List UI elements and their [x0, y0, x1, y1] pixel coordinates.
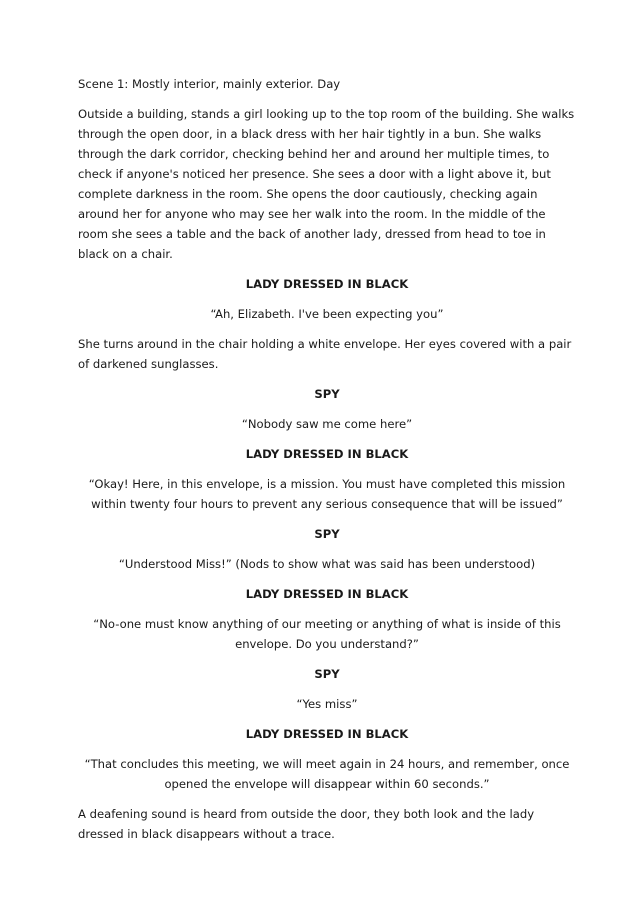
dialogue-line: “That concludes this meeting, we will meet again in 24 hours, and remember, once opened the envelope will disappear within 60 seconds.” [84, 757, 570, 791]
speaker-name: LADY DRESSED IN BLACK [245, 447, 409, 461]
speaker-name: SPY [314, 527, 340, 541]
scene-heading: Scene 1: Mostly interior, mainly exterior. Day [78, 77, 341, 91]
action-paragraph: Outside a building, stands a girl looking up to the top room of the building. She walks through the open door, in a black dress with her hair tightly in a bun. She walks through the dark corridor, checking behind her and around her multiple times, to check if anyone's noticed her presence. She sees a door with a light above it, but complete darkness in the room. She opens the door cautiously, checking again around her for anyone who may see her walk into the room. In the middle of the room she sees a table and the back of another lady, dressed from head to toe in black on a chair. [78, 107, 575, 261]
dialogue-line: “No-one must know anything of our meeting or anything of what is inside of this envelope. Do you understand?” [93, 617, 561, 651]
dialogue-line: “Yes miss” [296, 697, 358, 711]
dialogue-line: “Understood Miss!” (Nods to show what was said has been understood) [118, 557, 536, 571]
speaker-name: SPY [314, 387, 340, 401]
action-paragraph: She turns around in the chair holding a white envelope. Her eyes covered with a pair of darkened sunglasses. [78, 337, 572, 371]
speaker-name: SPY [314, 667, 340, 681]
dialogue-line: “Ah, Elizabeth. I've been expecting you” [210, 307, 444, 321]
speaker-name: LADY DRESSED IN BLACK [245, 727, 409, 741]
dialogue-line: “Nobody saw me come here” [241, 417, 413, 431]
dialogue-line: “Okay! Here, in this envelope, is a mission. You must have completed this mission within twenty four hours to prevent any serious consequence that will be issued” [88, 477, 566, 511]
speaker-name: LADY DRESSED IN BLACK [245, 277, 409, 291]
speaker-name: LADY DRESSED IN BLACK [245, 587, 409, 601]
action-paragraph: A deafening sound is heard from outside the door, they both look and the lady dressed in black disappears without a trace. [78, 807, 535, 841]
